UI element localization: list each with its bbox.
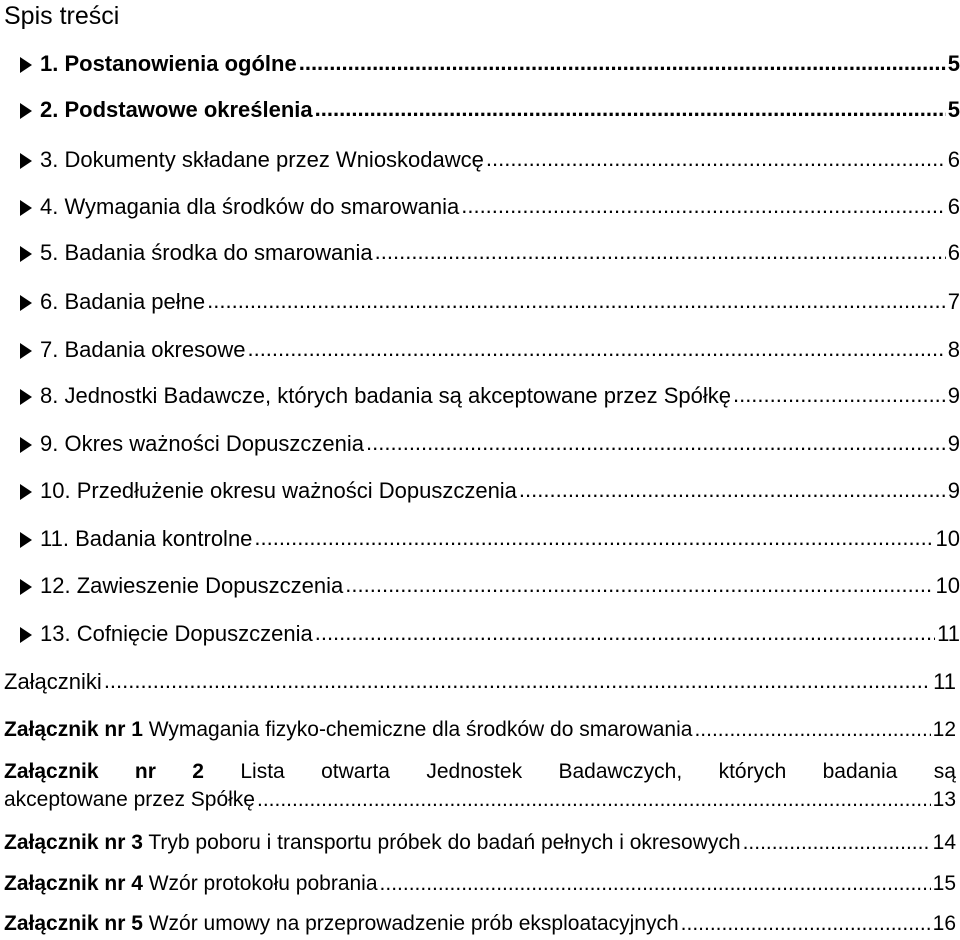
annex-title-word: badania xyxy=(822,760,898,783)
dot-leader xyxy=(247,335,945,363)
dot-leader xyxy=(380,869,931,899)
dot-leader xyxy=(257,785,931,815)
toc-entry-page: 7 xyxy=(947,289,960,314)
annex-page: 14 xyxy=(932,831,956,854)
dot-leader xyxy=(694,715,930,745)
toc-entry-page: 9 xyxy=(947,431,960,456)
toc-entry[interactable] xyxy=(0,525,960,553)
arrow-icon xyxy=(20,627,32,643)
toc-entry-label: 2. Podstawowe określenia xyxy=(40,97,313,122)
toc-entry-page: 10 xyxy=(935,573,960,598)
annex-title: Wzór umowy na przeprowadzenie prób eksploatacyjnych xyxy=(148,912,679,935)
toc-entry-page: 10 xyxy=(935,526,960,551)
toc-entry[interactable] xyxy=(0,336,960,364)
toc-entry[interactable] xyxy=(0,288,960,316)
annex-page: 13 xyxy=(932,788,956,811)
toc-annex-2[interactable] xyxy=(4,757,956,815)
annex-page: 15 xyxy=(932,872,956,895)
toc-entry-label: 6. Badania pełne xyxy=(40,289,206,314)
toc-entry-label: 12. Zawieszenie Dopuszczenia xyxy=(40,573,344,598)
dot-leader xyxy=(315,95,946,123)
annex-prefix: Załącznik nr 4 xyxy=(4,872,143,895)
annex-line-1 xyxy=(4,757,956,787)
toc-annex-4[interactable] xyxy=(4,869,956,899)
dot-leader xyxy=(315,619,935,647)
annex-title: akceptowane przez Spółkę xyxy=(4,788,255,811)
annex-prefix-word: nr xyxy=(134,760,156,783)
toc-entry[interactable] xyxy=(0,430,960,458)
dot-leader xyxy=(743,828,931,858)
dot-leader xyxy=(681,909,931,939)
arrow-icon xyxy=(20,153,32,169)
dot-leader xyxy=(375,238,946,266)
toc-entry-page: 9 xyxy=(947,478,960,503)
dot-leader xyxy=(461,192,946,220)
dot-leader xyxy=(733,381,946,409)
toc-entry-page: 11 xyxy=(933,669,956,694)
toc-entry[interactable] xyxy=(0,50,960,78)
toc-entry-page: 6 xyxy=(947,240,960,265)
toc-entry-label: Załączniki xyxy=(4,669,102,694)
annex-prefix-word: Załącznik xyxy=(4,760,99,783)
annex-title: Tryb poboru i transportu próbek do badań pełnych i okresowych xyxy=(148,831,741,854)
toc-entry[interactable] xyxy=(0,382,960,410)
arrow-icon xyxy=(20,484,32,500)
toc-entry-label: 1. Postanowienia ogólne xyxy=(40,51,297,76)
annex-prefix-word: 2 xyxy=(192,760,204,783)
toc-annex-1[interactable] xyxy=(4,715,956,745)
annex-title-word: Lista xyxy=(240,760,285,783)
toc-entry[interactable] xyxy=(0,620,960,648)
arrow-icon xyxy=(20,295,32,311)
arrow-icon xyxy=(20,57,32,73)
toc-entry-label: 7. Badania okresowe xyxy=(40,337,246,362)
dot-leader xyxy=(104,667,931,695)
annex-title-word: są xyxy=(933,760,956,783)
toc-entry-page: 11 xyxy=(937,621,960,646)
arrow-icon xyxy=(20,437,32,453)
annex-prefix: Załącznik nr 5 xyxy=(4,912,143,935)
arrow-icon xyxy=(20,103,32,119)
toc-entry-label: 8. Jednostki Badawcze, których badania są akceptowane przez Spółkę xyxy=(40,383,731,408)
toc-entry[interactable] xyxy=(0,239,960,267)
toc-entry-page: 6 xyxy=(947,194,960,219)
toc-entry-page: 6 xyxy=(947,147,960,172)
toc-entry-label: 9. Okres ważności Dopuszczenia xyxy=(40,431,365,456)
arrow-icon xyxy=(20,246,32,262)
arrow-icon xyxy=(20,343,32,359)
toc-entry[interactable] xyxy=(0,477,960,505)
toc-entry[interactable] xyxy=(0,193,960,221)
toc-entry-attachments[interactable] xyxy=(4,668,956,696)
toc-entry[interactable] xyxy=(0,572,960,600)
toc-annex-3[interactable] xyxy=(4,828,956,858)
toc-entry[interactable] xyxy=(0,146,960,174)
annex-title: Wzór protokołu pobrania xyxy=(148,872,378,895)
toc-title: Spis treści xyxy=(4,2,120,30)
toc-entry-label: 11. Badania kontrolne xyxy=(40,526,253,551)
dot-leader xyxy=(299,49,946,77)
dot-leader xyxy=(345,571,933,599)
annex-page: 12 xyxy=(932,718,956,741)
annex-prefix: Załącznik nr 1 xyxy=(4,718,143,741)
toc-entry-label: 4. Wymagania dla środków do smarowania xyxy=(40,194,460,219)
toc-entry-page: 8 xyxy=(947,337,960,362)
toc-entry[interactable] xyxy=(0,96,960,124)
annex-title-word: Badawczych, xyxy=(558,760,683,783)
annex-page: 16 xyxy=(932,912,956,935)
toc-entry-label: 10. Przedłużenie okresu ważności Dopuszczenia xyxy=(40,478,517,503)
annex-title: Wymagania fizyko-chemiczne dla środków do smarowania xyxy=(148,718,693,741)
toc-entry-page: 9 xyxy=(947,383,960,408)
arrow-icon xyxy=(20,579,32,595)
toc-entry-page: 5 xyxy=(947,97,960,122)
dot-leader xyxy=(207,287,946,315)
toc-entry-page: 5 xyxy=(947,51,960,76)
toc-entry-label: 3. Dokumenty składane przez Wnioskodawcę xyxy=(40,147,484,172)
arrow-icon xyxy=(20,389,32,405)
arrow-icon xyxy=(20,532,32,548)
toc-annex-5[interactable] xyxy=(4,909,956,939)
annex-title-word: których xyxy=(718,760,787,783)
annex-prefix: Załącznik nr 3 xyxy=(4,831,143,854)
dot-leader xyxy=(366,429,946,457)
dot-leader xyxy=(254,524,933,552)
annex-title-word: otwarta xyxy=(321,760,390,783)
toc-entry-label: 13. Cofnięcie Dopuszczenia xyxy=(40,621,313,646)
annex-title-word: Jednostek xyxy=(426,760,523,783)
toc-entry-label: 5. Badania środka do smarowania xyxy=(40,240,373,265)
dot-leader xyxy=(486,145,946,173)
dot-leader xyxy=(519,476,946,504)
arrow-icon xyxy=(20,200,32,216)
